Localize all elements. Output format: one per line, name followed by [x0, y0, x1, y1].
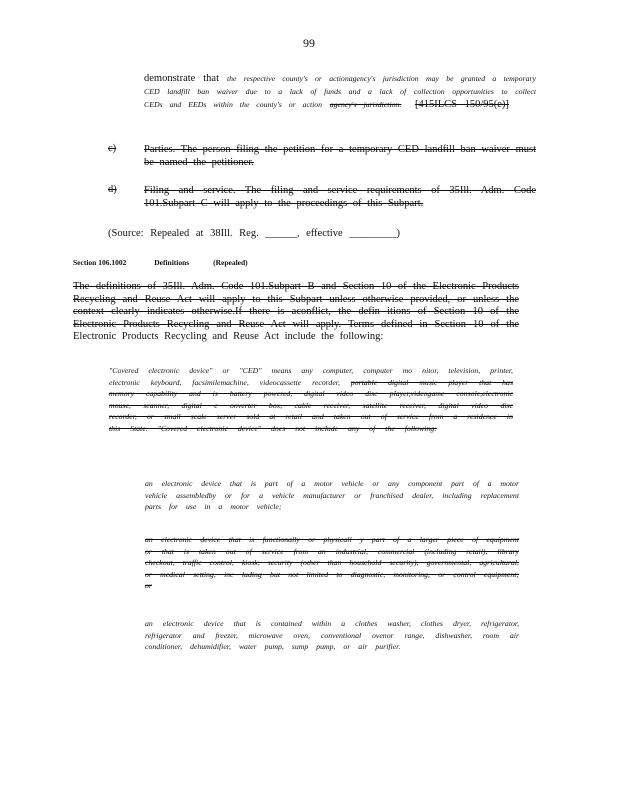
section-number: Section 106.1002 — [73, 258, 127, 267]
ced-definition-struck: portable digital music player that has memory capability and is battery powered, digital video disc player,videogame console,electronic mouse, scanner, digital c onverter box, cable receiver, satellite receiver, digital video disc recorder, or small scale server sold at retail and taken out of service from a residence in this State. "Covered electronic device" does not include any of the following: — [109, 377, 513, 433]
exclusion-item: an electronic device that is part of a motor vehicle or any component part of a motor vehicle assembledby or for a vehicle manufacturer or franchised dealer, including replacement parts for use in a motor vehicle; — [145, 479, 519, 511]
item-c-label: c) — [108, 143, 117, 154]
intro-italic-text: the respective county's or actionagency's jurisdiction may be granted a temporary CED landfill ban waiver due to a lack of funds and a lack of collection opportunities to collect CEDs and EEDs within the county's or action — [144, 74, 536, 109]
section-status: (Repealed) — [213, 258, 248, 267]
section-heading — [73, 258, 373, 267]
item-d-text — [144, 184, 536, 210]
item-d-text-body: Filing and service. The filing and service requirements of 35Ill. Adm. Code 101.Subpart C will apply to the proceedings of this Subpart. — [144, 185, 536, 209]
section-title: Definitions — [154, 258, 190, 267]
exclusion-item: an electronic device that is functionally or physicall y part of a larger piece of equipment or that is taken out of service from an industrial, commercial (including retail), library checkout, traffic control, kiosk, security (other than household security), governmental, agricultural, or medical setting, inc luding but not limited to diagnostic, monitoring, or control equipment; or — [145, 535, 519, 590]
intro-lead: demonstrate that — [144, 73, 219, 84]
ced-definition-plain: "Covered electronic device" or "CED" means any computer, computer mo nitor, television, printer, electronic keyboard, facsimilemachine, videocassette recorder, — [109, 366, 513, 387]
exclusion-item: an electronic device that is contained within a clothes washer, clothes dryer, refrigerator, refrigerator and freezer, microwave oven, conventional ovenor range, dishwasher, room air conditioner, dehumidifier, water pump, sump pump, or air purifier. — [145, 619, 519, 651]
page-number: 99 — [303, 36, 315, 50]
item-c-text: Parties. The person filing the petition for a temporary CED landfill ban waiver must be named the petitioner. — [144, 144, 536, 168]
definitions-paragraph — [73, 281, 519, 344]
source-note: (Source: Repealed at 38Ill. Reg. ______, effective _________) — [108, 228, 400, 239]
intro-paragraph — [144, 72, 536, 111]
ced-definition — [109, 365, 513, 434]
definitions-tail-text: Electronic Products Recycling and Reuse Act include the following: — [73, 331, 384, 342]
item-d-label: d) — [108, 184, 117, 195]
intro-italic-struck: agency's jurisdiction. — [329, 100, 402, 109]
definitions-struck-text: The definitions of 35Ill. Adm. Code 101.Subpart B and Section 10 of the Electronic Products Recycling and Reuse Act will apply to this Subpart unless otherwise provided, or unless the context clearly indicates otherwise.If there is aconflict, the defin itions of Section 10 of the Electronic Products Recycling and Reuse Act will apply. Terms defined in Section 10 of the — [73, 281, 519, 330]
intro-citation: [415ILCS 150/95(e)] — [414, 99, 509, 110]
